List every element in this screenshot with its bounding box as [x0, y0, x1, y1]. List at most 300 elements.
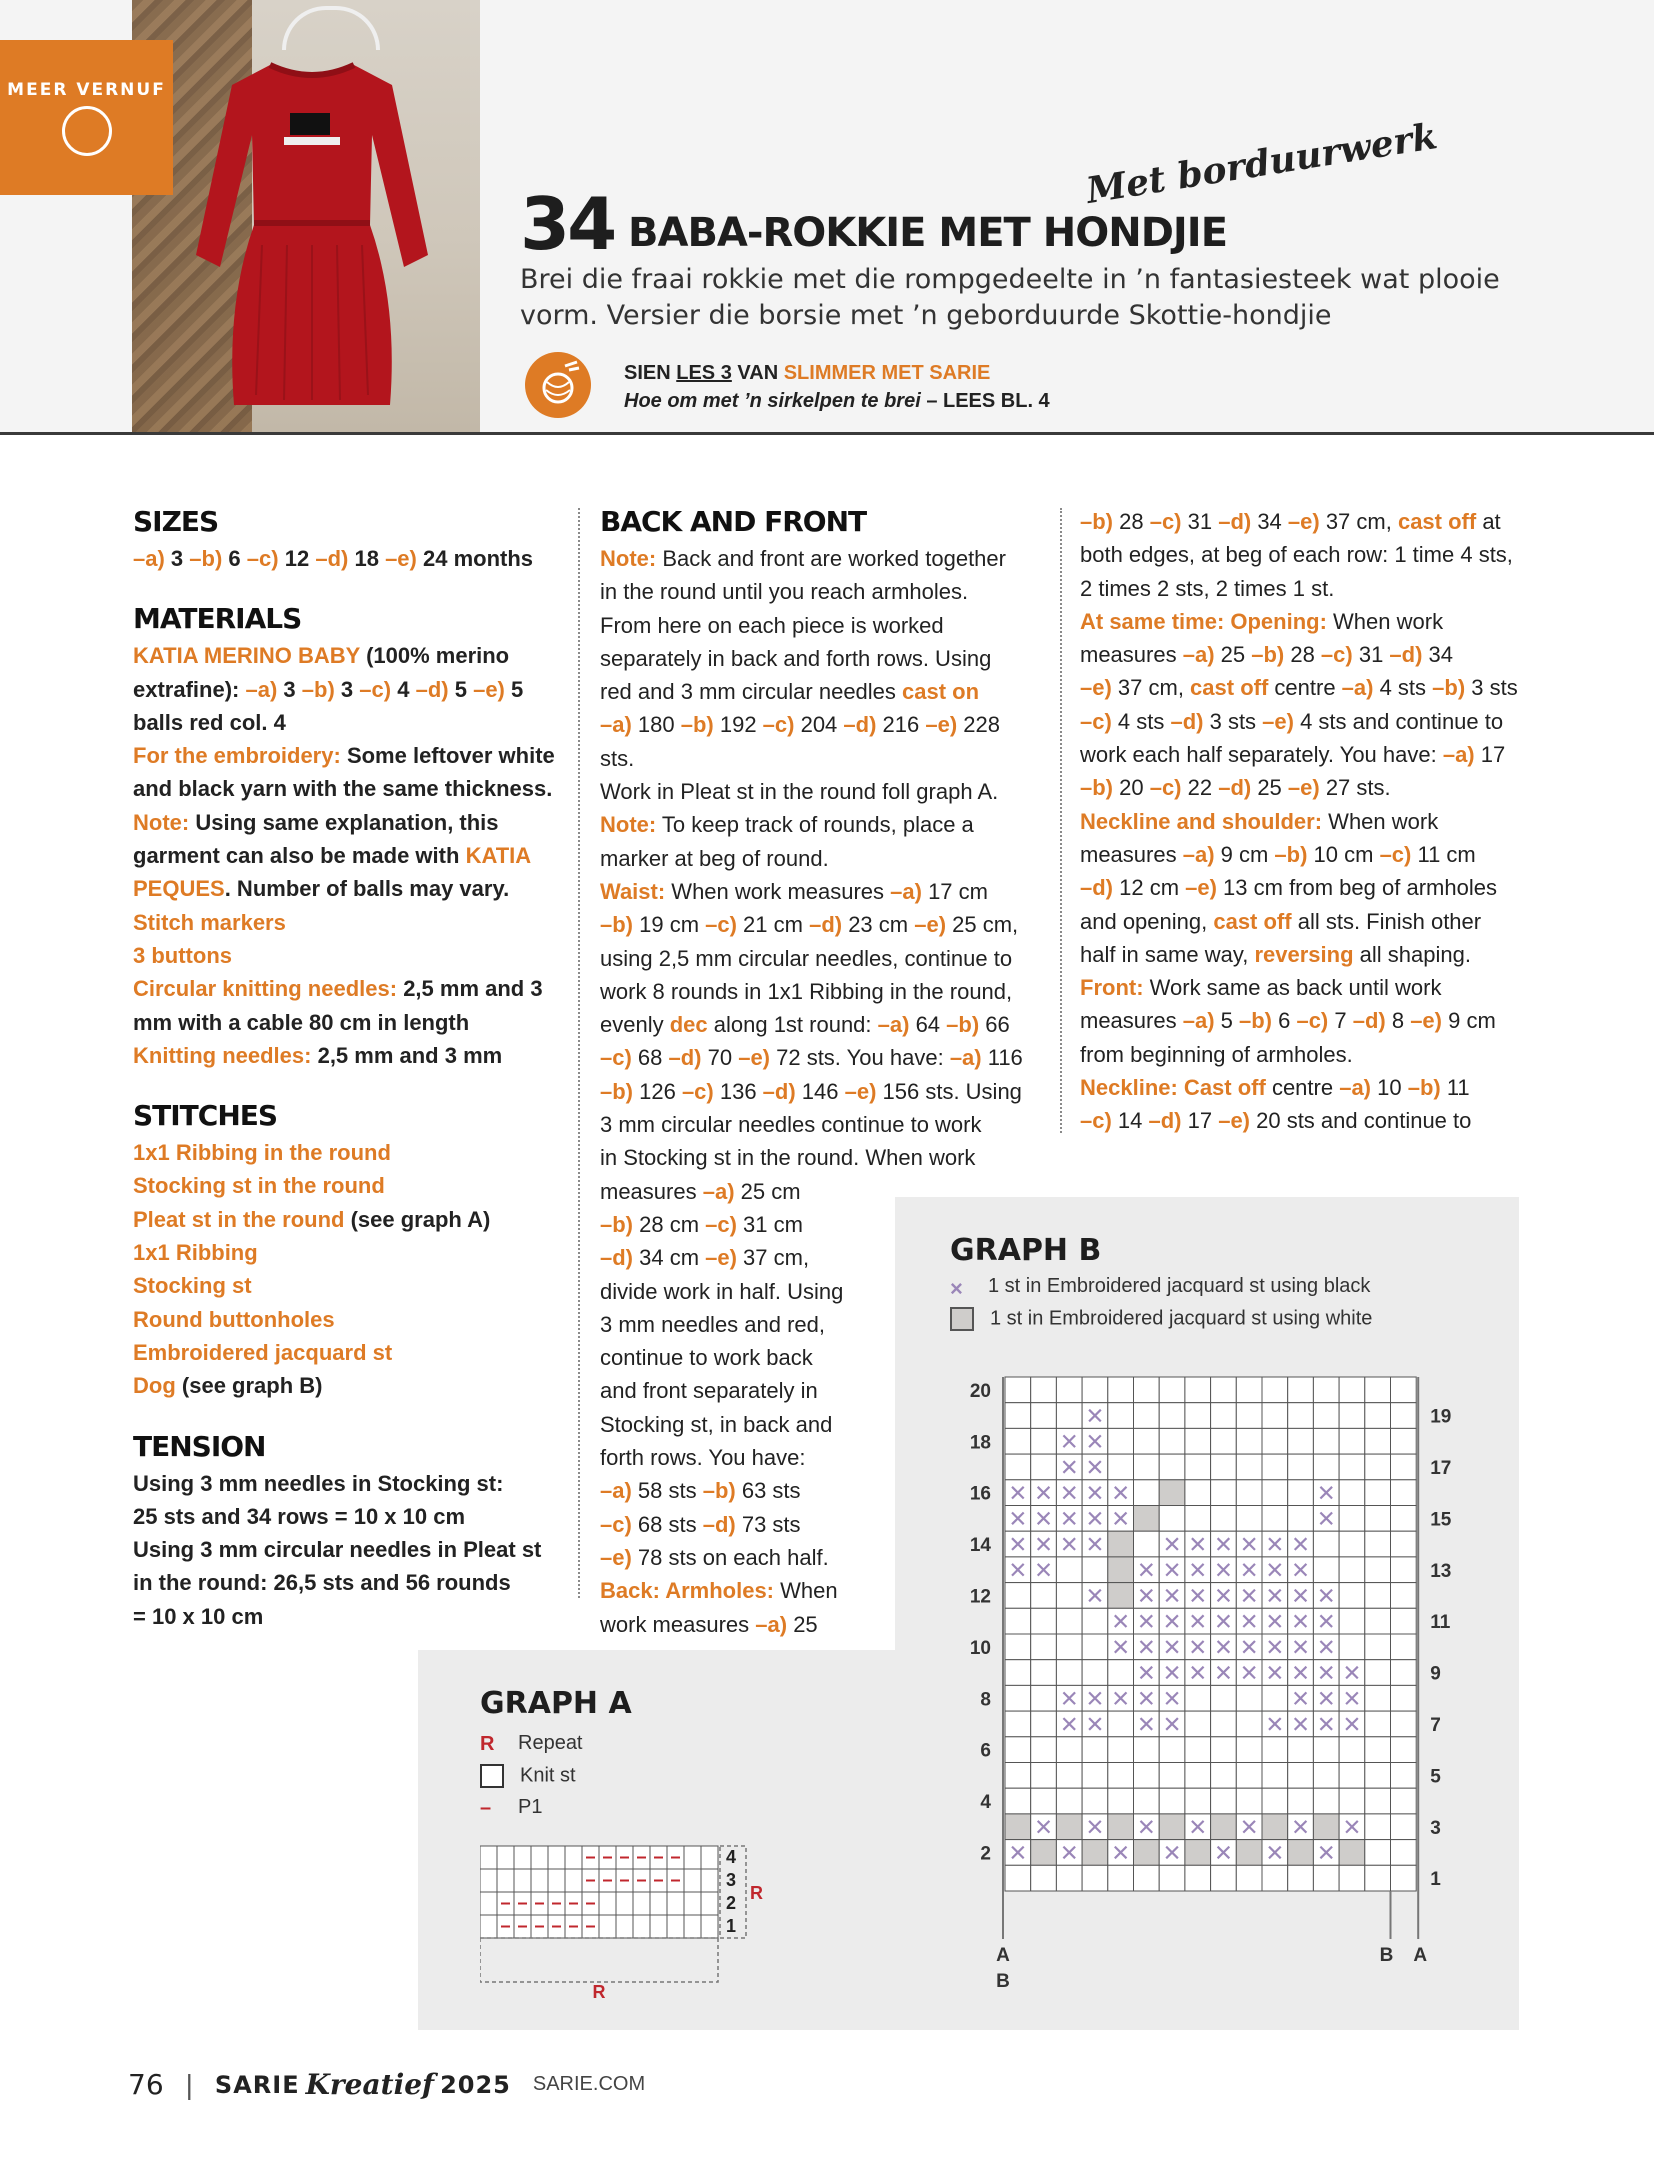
- tension-line: in the round: 26,5 sts and 56 rounds: [133, 1570, 511, 1596]
- graph-a-chart: [480, 1836, 920, 2006]
- graph-b-cell: [1365, 1840, 1391, 1866]
- graph-a-cell: [548, 1846, 565, 1869]
- tension-line: Using 3 mm circular needles in Pleat st: [133, 1537, 542, 1563]
- text-line: –b) 19 cm –c) 21 cm –d) 23 cm –e) 25 cm,: [600, 912, 1019, 938]
- graph-b-cell: [1391, 1814, 1417, 1840]
- text-line: both edges, at beg of each row: 1 time 4 sts,: [1080, 542, 1513, 568]
- graph-b-cell: [1236, 1428, 1262, 1454]
- graph-b-cell: [1185, 1506, 1211, 1532]
- graph-b-cell: [1339, 1454, 1365, 1480]
- graph-b-cell: [1134, 1763, 1160, 1789]
- continued-text: [1080, 505, 1540, 1138]
- graph-a-row-number: 3: [726, 1870, 737, 1890]
- badge-text: MEER VERNUF: [7, 79, 166, 100]
- graph-b-cell: [1365, 1608, 1391, 1634]
- graph-b-legend-black: × 1 st in Embroidered jacquard st using black: [950, 1275, 1371, 1301]
- graph-b-cell: [1262, 1685, 1288, 1711]
- text-line: –a) 180 –b) 192 –c) 204 –d) 216 –e) 228 sts.: [600, 712, 1000, 771]
- graph-b-cell: [1365, 1814, 1391, 1840]
- graph-b-cell: [1365, 1428, 1391, 1454]
- graph-b-cell: [1056, 1608, 1082, 1634]
- graph-a-cell: [667, 1915, 684, 1938]
- text-line: –c) 14 –d) 17 –e) 20 sts and continue to: [1080, 1108, 1472, 1134]
- graph-a-row-number: 2: [726, 1893, 737, 1913]
- graph-b-cell: [1236, 1685, 1262, 1711]
- text-line: –b) 20 –c) 22 –d) 25 –e) 27 sts.: [1080, 775, 1391, 801]
- graph-b-cell: [1134, 1506, 1160, 1532]
- graph-b-cell: [1185, 1377, 1211, 1403]
- graph-b-cell: [1365, 1685, 1391, 1711]
- graph-b-cell: [1236, 1506, 1262, 1532]
- graph-b-cell: [1108, 1531, 1134, 1557]
- text-line: –c) 68 sts –d) 73 sts: [600, 1511, 801, 1537]
- graph-b-cell: [1236, 1763, 1262, 1789]
- graph-a-cell: [701, 1892, 718, 1915]
- graph-a-cell: [667, 1892, 684, 1915]
- tension-line: = 10 x 10 cm: [133, 1603, 264, 1629]
- graph-b-row-number: 7: [1430, 1714, 1441, 1736]
- graph-b-cell: [1159, 1454, 1185, 1480]
- graph-b-cell: [1005, 1660, 1031, 1686]
- graph-b-cell: [1313, 1788, 1339, 1814]
- graph-a-legend-purl: – P1: [480, 1796, 543, 1819]
- text-line: Stocking st, in back and: [600, 1411, 833, 1437]
- graph-b-cell: [1005, 1763, 1031, 1789]
- grey-box-icon: [950, 1307, 974, 1331]
- stitch-item: Stocking st in the round: [133, 1173, 385, 1199]
- graph-b-cell: [1262, 1454, 1288, 1480]
- graph-b-axis-a: A: [1413, 1945, 1428, 1966]
- graph-a-cell: [599, 1915, 616, 1938]
- tension-line: Using 3 mm needles in Stocking st:: [133, 1470, 504, 1496]
- graph-a-cell: [480, 1846, 497, 1869]
- graph-b-cell: [1211, 1506, 1237, 1532]
- graph-b-cell: [1108, 1737, 1134, 1763]
- graph-b-row-number: 6: [980, 1740, 991, 1762]
- tension-line: 25 sts and 34 rows = 10 x 10 cm: [133, 1503, 466, 1529]
- graph-b-cell: [1211, 1865, 1237, 1891]
- graph-b-cell: [1185, 1865, 1211, 1891]
- graph-a-row-number: 1: [726, 1916, 737, 1936]
- graph-b-cell: [1262, 1480, 1288, 1506]
- materials-embroidery: For the embroidery: Some leftover white and black yarn with the same thickness.: [133, 743, 555, 802]
- graph-b-cell: [1185, 1840, 1211, 1866]
- graph-a-cell: [565, 1869, 582, 1892]
- graph-b-cell: [1339, 1377, 1365, 1403]
- graph-b-cell: [1236, 1865, 1262, 1891]
- graph-b-chart: [935, 1367, 1495, 2017]
- graph-a-repeat-label: R: [592, 1982, 606, 2002]
- graph-b-cell: [1082, 1557, 1108, 1583]
- graph-b-cell: [1339, 1428, 1365, 1454]
- graph-b-cell: [1236, 1711, 1262, 1737]
- graph-b-cell: [1391, 1583, 1417, 1609]
- graph-b-cell: [1339, 1583, 1365, 1609]
- text-line: marker at beg of round.: [600, 845, 829, 871]
- graph-a-cell: [616, 1892, 633, 1915]
- text-line: measures –a) 25 cm: [600, 1178, 801, 1204]
- graph-b-panel: [895, 1197, 1519, 2030]
- graph-b-cell: [1288, 1377, 1314, 1403]
- graph-b-row-number: 10: [969, 1637, 991, 1659]
- graph-b-cell: [1031, 1685, 1057, 1711]
- graph-a-row-number: 4: [726, 1847, 737, 1867]
- graph-b-cell: [1313, 1737, 1339, 1763]
- graph-b-cell: [1391, 1737, 1417, 1763]
- text-line: –e) 78 sts on each half.: [600, 1544, 829, 1570]
- graph-b-cell: [1031, 1377, 1057, 1403]
- graph-b-cell: [1391, 1403, 1417, 1429]
- graph-b-cell: [1082, 1763, 1108, 1789]
- tape-measure-icon: [62, 106, 112, 156]
- text-line: 2 times 2 sts, 2 times 1 st.: [1080, 575, 1335, 601]
- graph-b-cell: [1365, 1865, 1391, 1891]
- graph-b-cell: [1108, 1763, 1134, 1789]
- meer-vernuf-badge: [0, 40, 173, 195]
- graph-b-cell: [1365, 1583, 1391, 1609]
- graph-b-row-number: 5: [1430, 1766, 1441, 1788]
- graph-b-cell: [1211, 1788, 1237, 1814]
- text-line: –d) 12 cm –e) 13 cm from beg of armholes: [1080, 875, 1497, 901]
- graph-b-cell: [1339, 1531, 1365, 1557]
- text-line: –b) 126 –c) 136 –d) 146 –e) 156 sts. Using: [600, 1078, 1022, 1104]
- graph-b-cell: [1211, 1737, 1237, 1763]
- graph-b-cell: [1005, 1454, 1031, 1480]
- graph-b-cell: [1185, 1711, 1211, 1737]
- graph-b-cell: [1365, 1403, 1391, 1429]
- graph-b-cell: [1031, 1660, 1057, 1686]
- text-line: in the round until you reach armholes.: [600, 579, 969, 605]
- text-line: from beginning of armholes.: [1080, 1041, 1353, 1067]
- text-line: and opening, cast off all sts. Finish other: [1080, 908, 1482, 934]
- graph-b-row-number: 11: [1430, 1612, 1451, 1634]
- graph-b-cell: [1262, 1428, 1288, 1454]
- graph-b-cell: [1108, 1788, 1134, 1814]
- graph-b-cell: [1236, 1840, 1262, 1866]
- text-line: in Stocking st in the round. When work: [600, 1145, 976, 1171]
- column-1: [133, 502, 573, 1633]
- graph-b-cell: [1185, 1428, 1211, 1454]
- text-line: divide work in half. Using: [600, 1278, 844, 1304]
- graph-b-cell: [1313, 1403, 1339, 1429]
- graph-b-cell: [1391, 1531, 1417, 1557]
- text-line: Neckline: Cast off centre –a) 10 –b) 11: [1080, 1075, 1470, 1101]
- graph-b-cell: [1339, 1506, 1365, 1532]
- graph-b-cell: [1391, 1711, 1417, 1737]
- graph-a-cell: [531, 1869, 548, 1892]
- graph-b-row-number: 3: [1430, 1817, 1441, 1839]
- graph-b-cell: [1313, 1377, 1339, 1403]
- graph-a-repeat-label: R: [750, 1883, 763, 1903]
- graph-b-cell: [1313, 1814, 1339, 1840]
- graph-b-row-number: 13: [1430, 1560, 1452, 1582]
- materials-buttons: 3 buttons: [133, 942, 232, 968]
- graph-b-cell: [1288, 1737, 1314, 1763]
- graph-b-cell: [1391, 1763, 1417, 1789]
- column-divider-1: [578, 508, 580, 1598]
- graph-b-cell: [1365, 1634, 1391, 1660]
- graph-b-cell: [1211, 1403, 1237, 1429]
- graph-b-cell: [1365, 1454, 1391, 1480]
- graph-b-cell: [1031, 1788, 1057, 1814]
- graph-b-cell: [1056, 1634, 1082, 1660]
- graph-a-cell: [684, 1846, 701, 1869]
- lede-text: Brei die fraai rokkie met die rompgedeelte in ’n fantasiesteek wat plooie vorm. Versier die borsie met ’n geborduurde Skottie-hondjie: [520, 264, 1500, 331]
- graph-b-cell: [1365, 1788, 1391, 1814]
- graph-b-cell: [1108, 1711, 1134, 1737]
- graph-b-cell: [1082, 1865, 1108, 1891]
- graph-b-cell: [1313, 1865, 1339, 1891]
- text-line: At same time: Opening: When work: [1080, 608, 1444, 634]
- graph-b-cell: [1056, 1660, 1082, 1686]
- graph-b-cell: [1031, 1737, 1057, 1763]
- graph-b-cell: [1185, 1685, 1211, 1711]
- materials-circular-needles: Circular knitting needles: 2,5 mm and 3 mm with a cable 80 cm in length: [133, 976, 543, 1035]
- graph-b-cell: [1236, 1788, 1262, 1814]
- graph-b-cell: [1134, 1480, 1160, 1506]
- graph-b-cell: [1031, 1763, 1057, 1789]
- graph-a-cell: [684, 1869, 701, 1892]
- graph-b-cell: [1134, 1788, 1160, 1814]
- dress-photo: [132, 0, 480, 432]
- text-line: red and 3 mm circular needles cast on: [600, 679, 980, 705]
- graph-b-axis-b: B: [996, 1971, 1010, 1992]
- graph-b-cell: [1159, 1377, 1185, 1403]
- graph-b-cell: [1211, 1814, 1237, 1840]
- graph-a-cell: [701, 1869, 718, 1892]
- graph-b-cell: [1262, 1763, 1288, 1789]
- graph-b-cell: [1108, 1428, 1134, 1454]
- graph-b-cell: [1288, 1840, 1314, 1866]
- graph-b-cell: [1391, 1660, 1417, 1686]
- graph-b-cell: [1082, 1377, 1108, 1403]
- graph-b-cell: [1288, 1763, 1314, 1789]
- graph-b-cell: [1391, 1685, 1417, 1711]
- graph-b-cell: [1365, 1711, 1391, 1737]
- text-line: 3 mm circular needles continue to work: [600, 1112, 982, 1138]
- graph-b-cell: [1391, 1428, 1417, 1454]
- footer-separator: |: [185, 2068, 193, 2100]
- graph-b-cell: [1339, 1865, 1365, 1891]
- graph-b-cell: [1159, 1788, 1185, 1814]
- graph-a-cell: [497, 1846, 514, 1869]
- graph-b-cell: [1134, 1428, 1160, 1454]
- script-label: Met borduurwerk: [1083, 115, 1440, 212]
- graph-b-cell: [1211, 1428, 1237, 1454]
- text-line: Back: Armholes: When: [600, 1578, 838, 1604]
- graph-b-cell: [1236, 1403, 1262, 1429]
- graph-b-cell: [1211, 1480, 1237, 1506]
- text-line: Note: Back and front are worked together: [600, 546, 1006, 571]
- graph-b-cell: [1391, 1557, 1417, 1583]
- graph-b-cell: [1365, 1480, 1391, 1506]
- graph-b-cell: [1262, 1865, 1288, 1891]
- stitch-item: 1x1 Ribbing: [133, 1240, 258, 1266]
- graph-b-cell: [1005, 1865, 1031, 1891]
- graph-b-cell: [1391, 1454, 1417, 1480]
- graph-b-row-number: 16: [969, 1483, 991, 1505]
- graph-b-cell: [1391, 1788, 1417, 1814]
- text-line: –b) 28 cm –c) 31 cm: [600, 1211, 803, 1237]
- site-link[interactable]: SARIE.COM: [532, 2073, 646, 2095]
- magazine-kreatief: Kreatief: [305, 2068, 435, 2101]
- hanger-shape: [282, 6, 380, 50]
- graph-b-row-number: 20: [969, 1380, 991, 1402]
- graph-b-cell: [1031, 1711, 1057, 1737]
- graph-b-cell: [1262, 1377, 1288, 1403]
- graph-b-cell: [1339, 1634, 1365, 1660]
- text-line: measures –a) 9 cm –b) 10 cm –c) 11 cm: [1080, 841, 1476, 867]
- text-line: using 2,5 mm circular needles, continue to: [600, 945, 1013, 971]
- graph-a-cell: [701, 1846, 718, 1869]
- graph-b-axis-b: B: [1379, 1945, 1394, 1966]
- knit-box-icon: [480, 1764, 504, 1788]
- graph-b-row-number: 12: [969, 1586, 991, 1608]
- graph-b-cell: [1339, 1557, 1365, 1583]
- graph-a-cell: [548, 1869, 565, 1892]
- graph-b-cell: [1005, 1608, 1031, 1634]
- graph-a-cell: [599, 1892, 616, 1915]
- graph-a-cell: [480, 1869, 497, 1892]
- yarn-ball-icon: [525, 352, 591, 418]
- materials-note: Note: Using same explanation, this garment can also be made with KATIA PEQUES. Number of balls may vary.: [133, 809, 531, 902]
- graph-b-cell: [1313, 1557, 1339, 1583]
- graph-b-cell: [1005, 1403, 1031, 1429]
- text-line: Waist: When work measures –a) 17 cm: [600, 878, 988, 904]
- text-line: half in same way, reversing all shaping.: [1080, 941, 1471, 967]
- graph-b-cell: [1005, 1428, 1031, 1454]
- graph-b-cell: [1056, 1788, 1082, 1814]
- graph-b-cell: [1288, 1403, 1314, 1429]
- graph-b-cell: [1005, 1711, 1031, 1737]
- graph-a-legend-repeat: R Repeat: [480, 1732, 583, 1755]
- text-line: 3 mm needles and red,: [600, 1311, 826, 1337]
- text-line: –c) 68 –d) 70 –e) 72 sts. You have: –a) 116: [600, 1045, 1023, 1071]
- page-number: 76: [128, 2068, 164, 2101]
- lesson-link[interactable]: LES 3: [676, 362, 732, 384]
- graph-a-cell: [531, 1846, 548, 1869]
- graph-b-cell: [1339, 1608, 1365, 1634]
- graph-b-cell: [1159, 1814, 1185, 1840]
- graph-b-cell: [1236, 1737, 1262, 1763]
- text-line: and front separately in: [600, 1378, 818, 1404]
- graph-b-cell: [1339, 1480, 1365, 1506]
- graph-a-cell: [650, 1892, 667, 1915]
- graph-b-cell: [1159, 1865, 1185, 1891]
- graph-b-cell: [1031, 1865, 1057, 1891]
- graph-b-cell: [1159, 1737, 1185, 1763]
- text-line: Note: To keep track of rounds, place a: [600, 812, 974, 838]
- graph-b-cell: [1288, 1428, 1314, 1454]
- graph-b-cell: [1082, 1788, 1108, 1814]
- graph-b-cell: [1288, 1480, 1314, 1506]
- graph-b-cell: [1313, 1428, 1339, 1454]
- column-3: [1080, 505, 1540, 1138]
- graph-b-cell: [1082, 1737, 1108, 1763]
- graph-b-cell: [1056, 1814, 1082, 1840]
- text-line: –e) 37 cm, cast off centre –a) 4 sts –b) 3 sts: [1080, 675, 1518, 701]
- graph-b-cell: [1211, 1377, 1237, 1403]
- graph-b-cell: [1159, 1480, 1185, 1506]
- graph-a-cell: [684, 1892, 701, 1915]
- graph-b-cell: [1082, 1634, 1108, 1660]
- graph-b-cell: [1185, 1480, 1211, 1506]
- text-line: –d) 34 cm –e) 37 cm,: [600, 1245, 810, 1271]
- stitch-item: Stocking st: [133, 1273, 252, 1299]
- graph-b-cell: [1159, 1506, 1185, 1532]
- graph-b-cell: [1313, 1454, 1339, 1480]
- graph-b-cell: [1108, 1557, 1134, 1583]
- column-divider-2: [1060, 508, 1062, 1133]
- tension-heading: TENSION: [133, 1429, 266, 1463]
- graph-b-title: GRAPH B: [950, 1233, 1102, 1268]
- graph-b-cell: [1005, 1685, 1031, 1711]
- graph-b-cell: [1185, 1788, 1211, 1814]
- stitch-item: Round buttonholes: [133, 1306, 335, 1332]
- graph-a-cell: [650, 1915, 667, 1938]
- graph-b-cell: [1056, 1737, 1082, 1763]
- graph-b-cell: [1365, 1763, 1391, 1789]
- graph-b-cell: [1391, 1608, 1417, 1634]
- graph-b-cell: [1108, 1814, 1134, 1840]
- graph-a-cell: [480, 1915, 497, 1938]
- stitch-item: Embroidered jacquard st: [133, 1339, 393, 1365]
- graph-b-cell: [1108, 1865, 1134, 1891]
- text-line: evenly dec along 1st round: –a) 64 –b) 66: [600, 1012, 1010, 1038]
- graph-b-cell: [1134, 1840, 1160, 1866]
- graph-b-cell: [1082, 1608, 1108, 1634]
- magazine-name: SARIE: [214, 2070, 300, 2099]
- graph-a-cell: [565, 1846, 582, 1869]
- graph-b-row-number: 2: [980, 1843, 991, 1865]
- graph-b-row-number: 18: [969, 1432, 991, 1454]
- graph-b-cell: [1365, 1660, 1391, 1686]
- graph-b-cell: [1056, 1583, 1082, 1609]
- graph-a-cell: [701, 1915, 718, 1938]
- graph-b-cell: [1288, 1506, 1314, 1532]
- graph-b-cell: [1262, 1506, 1288, 1532]
- graph-b-cell: [1262, 1814, 1288, 1840]
- magazine-year: 2025: [440, 2070, 511, 2099]
- graph-b-cell: [1108, 1377, 1134, 1403]
- graph-b-cell: [1211, 1685, 1237, 1711]
- graph-b-row-number: 9: [1430, 1663, 1441, 1685]
- graph-b-cell: [1339, 1403, 1365, 1429]
- graph-b-cell: [1339, 1840, 1365, 1866]
- graph-b-cell: [1056, 1403, 1082, 1429]
- graph-b-cell: [1108, 1660, 1134, 1686]
- graph-a-extension: [480, 1938, 718, 1982]
- graph-b-cell: [1134, 1531, 1160, 1557]
- graph-b-row-number: 15: [1430, 1509, 1452, 1531]
- text-line: Front: Work same as back until work: [1080, 975, 1442, 1001]
- graph-b-cell: [1391, 1506, 1417, 1532]
- text-line: –b) 28 –c) 31 –d) 34 –e) 37 cm, cast off at: [1080, 509, 1501, 534]
- page-footer: [128, 2068, 645, 2101]
- text-line: work each half separately. You have: –a) 17: [1080, 742, 1506, 768]
- graph-a-legend-knit: Knit st: [480, 1764, 576, 1788]
- dress-illustration: [192, 45, 432, 415]
- graph-b-cell: [1056, 1865, 1082, 1891]
- graph-b-cell: [1236, 1377, 1262, 1403]
- graph-b-cell: [1185, 1454, 1211, 1480]
- graph-b-cell: [1365, 1557, 1391, 1583]
- pattern-title: BABA-ROKKIE MET HONDJIE: [628, 210, 1228, 256]
- graph-b-row-number: 17: [1430, 1457, 1452, 1479]
- graph-b-legend-white: 1 st in Embroidered jacquard st using white: [950, 1307, 1372, 1331]
- text-line: –c) 4 sts –d) 3 sts –e) 4 sts and continue to: [1080, 708, 1504, 734]
- graph-b-cell: [1211, 1454, 1237, 1480]
